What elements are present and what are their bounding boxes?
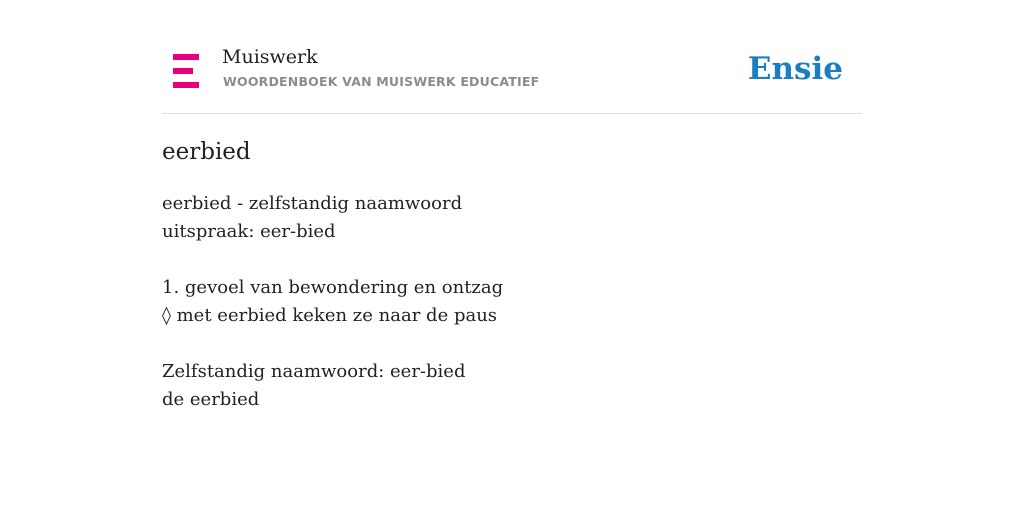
logo-bar-bottom: [173, 82, 199, 88]
brand-subtitle: WOORDENBOEK VAN MUISWERK EDUCATIEF: [223, 74, 540, 89]
dictionary-entry: [162, 190, 503, 414]
site-header: [162, 0, 862, 114]
pronunciation: uitspraak: eer-bied: [162, 221, 336, 242]
definition-header: eerbied - zelfstandig naamwoord: [162, 193, 463, 214]
spacer: [162, 330, 503, 358]
spacer: [162, 246, 503, 274]
brand-title[interactable]: Muiswerk: [222, 46, 318, 68]
meaning-1: 1. gevoel van bewondering en ontzag: [162, 277, 504, 298]
page-title: eerbied: [162, 139, 251, 165]
page-container: [162, 0, 862, 410]
article-form: de eerbied: [162, 389, 260, 410]
logo-bar-top: [173, 54, 199, 60]
example-sentence: ◊ met eerbied keken ze naar de paus: [162, 305, 498, 326]
muiswerk-logo-icon[interactable]: [173, 54, 199, 88]
grammar-info: Zelfstandig naamwoord: eer-bied: [162, 361, 466, 382]
logo-bar-middle: [173, 68, 193, 74]
ensie-logo-link[interactable]: Ensie: [747, 51, 843, 87]
